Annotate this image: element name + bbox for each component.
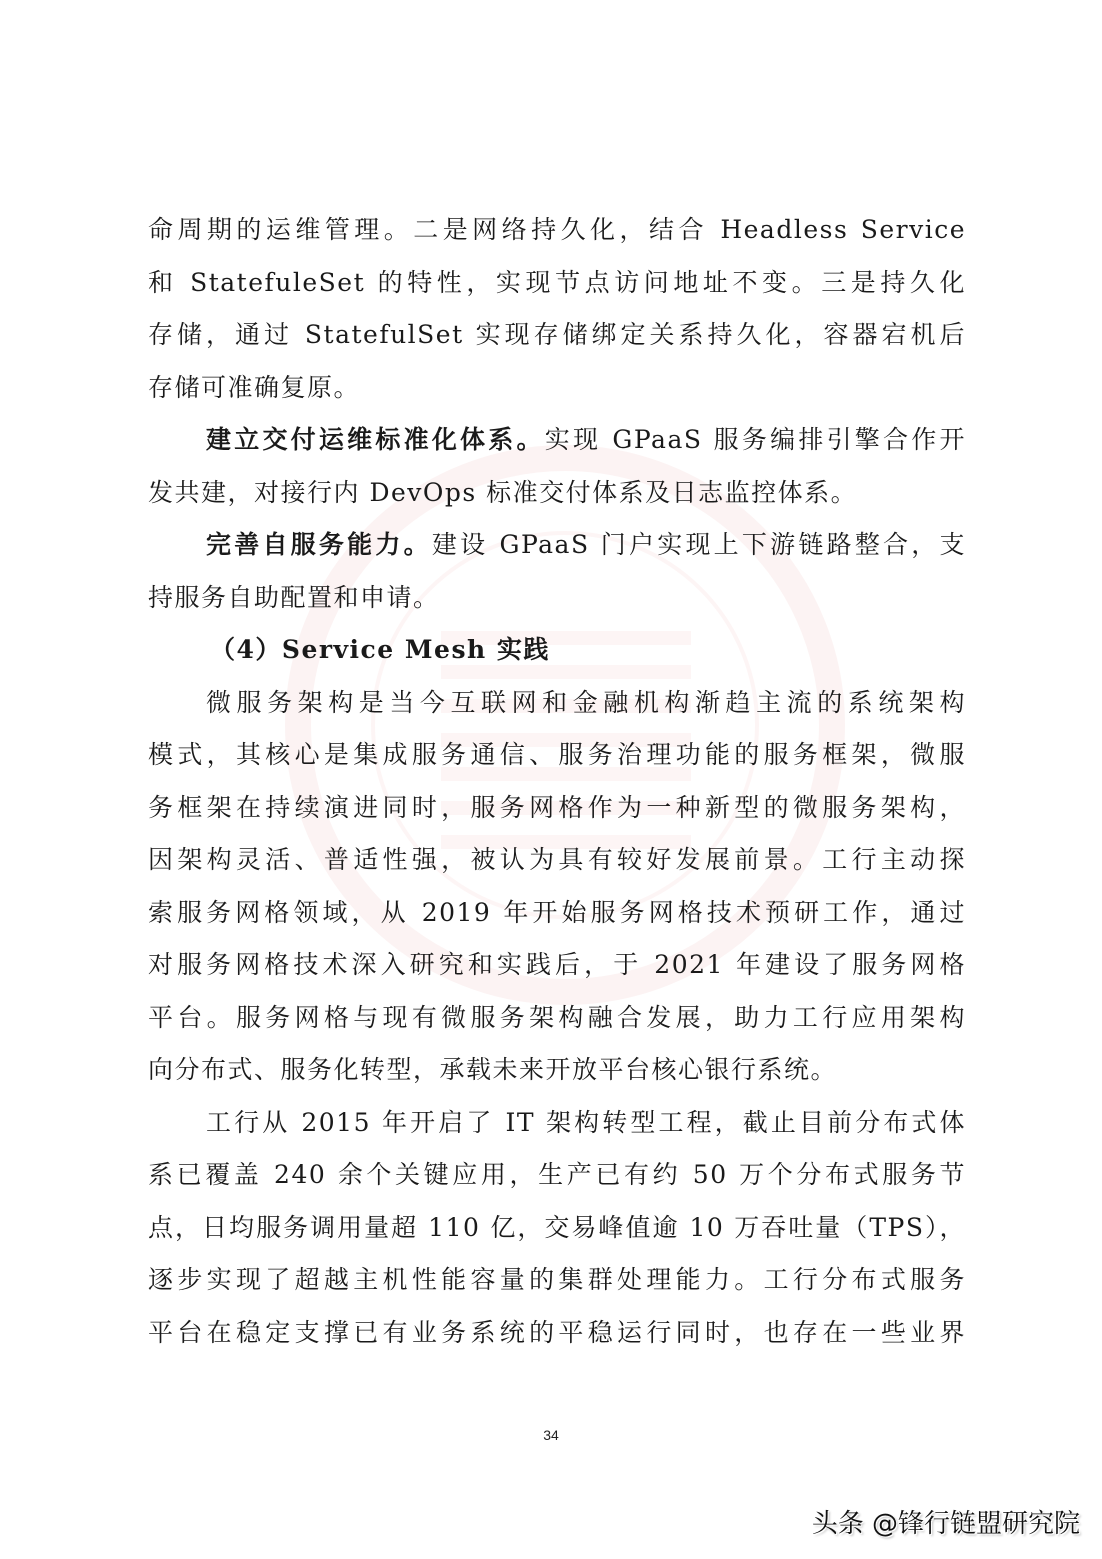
text-line: 工行从 2015 年开启了 IT 架构转型工程，截止目前分布式体 xyxy=(206,1107,966,1137)
text-line: 平台在稳定支撑已有业务系统的平稳运行同时，也存在一些业界 xyxy=(148,1317,966,1347)
paragraph-lead-line xyxy=(148,519,966,572)
text-line: 持服务自助配置和申请。 xyxy=(148,582,440,612)
text-line: 系已覆盖 240 余个关键应用，生产已有约 50 万个分布式服务节 xyxy=(148,1160,966,1189)
text-line: 对服务网格技术深入研究和实践后，于 2021 年建设了服务网格 xyxy=(148,950,966,979)
section-heading: （4）Service Mesh 实践 xyxy=(210,635,550,664)
text-line: 点，日均服务调用量超 110 亿，交易峰值逾 10 万吞吐量（TPS）， xyxy=(148,1212,966,1242)
text-line: 存储，通过 StatefulSet 实现存储绑定关系持久化，容器宕机后 xyxy=(148,320,966,349)
text-line: 向分布式、服务化转型，承载未来开放平台核心银行系统。 xyxy=(148,1055,838,1084)
text-line: 和 StatefuleSet 的特性，实现节点访问地址不变。三是持久化 xyxy=(148,267,966,297)
text-line: 逐步实现了超越主机性能容量的集群处理能力。工行分布式服务 xyxy=(148,1265,966,1294)
text-line: 微服务架构是当今互联网和金融机构渐趋主流的系统架构 xyxy=(206,687,966,717)
text-line: 存储可准确复原。 xyxy=(148,372,361,402)
text-run: 建设 GPaaS 门户实现上下游链路整合，支 xyxy=(431,530,966,559)
text-line: 因架构灵活、普适性强，被认为具有较好发展前景。工行主动探 xyxy=(148,845,966,874)
page-number: 34 xyxy=(543,1427,559,1443)
text-line: 模式，其核心是集成服务通信、服务治理功能的服务框架，微服 xyxy=(148,740,966,769)
text-line: 发共建，对接行内 DevOps 标准交付体系及日志监控体系。 xyxy=(148,477,858,507)
text-line: 务框架在持续演进同时，服务网格作为一种新型的微服务架构， xyxy=(148,792,966,822)
text-line: 平台。服务网格与现有微服务架构融合发展，助力工行应用架构 xyxy=(148,1002,966,1032)
bold-lead: 完善自服务能力。 xyxy=(206,530,432,559)
paragraph-lead-line xyxy=(148,414,966,467)
bold-lead: 建立交付运维标准化体系。 xyxy=(206,425,545,454)
document-body xyxy=(148,204,966,1359)
text-line: 索服务网格领域，从 2019 年开始服务网格技术预研工作，通过 xyxy=(148,897,966,927)
text-line: 命周期的运维管理。二是网络持久化，结合 Headless Service xyxy=(148,215,966,244)
text-run: 实现 GPaaS 服务编排引擎合作开 xyxy=(544,425,966,454)
source-credit-watermark: 头条 @锋行链盟研究院 xyxy=(811,1509,1080,1539)
